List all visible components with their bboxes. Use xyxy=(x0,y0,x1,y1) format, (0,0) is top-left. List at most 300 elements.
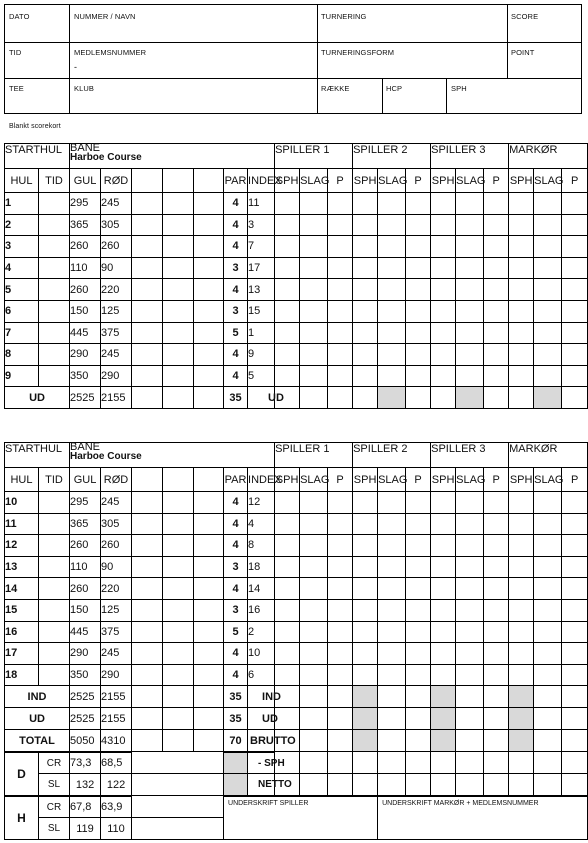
score-cell[interactable] xyxy=(353,535,378,557)
tid-cell[interactable] xyxy=(39,193,70,215)
score-cell[interactable] xyxy=(406,214,431,236)
tid-cell[interactable] xyxy=(39,365,70,387)
score-cell[interactable] xyxy=(562,730,588,752)
score-cell[interactable] xyxy=(406,193,431,215)
tid-cell[interactable] xyxy=(39,257,70,279)
score-cell[interactable] xyxy=(300,365,328,387)
score-cell[interactable] xyxy=(378,365,406,387)
score-cell[interactable] xyxy=(328,643,353,665)
score-cell[interactable] xyxy=(353,279,378,301)
score-cell[interactable] xyxy=(562,556,588,578)
score-cell[interactable] xyxy=(275,193,300,215)
score-cell[interactable] xyxy=(378,708,406,730)
score-cell[interactable] xyxy=(406,556,431,578)
score-cell[interactable] xyxy=(300,492,328,514)
score-cell[interactable] xyxy=(431,752,456,774)
score-cell[interactable] xyxy=(456,513,484,535)
score-cell[interactable] xyxy=(378,322,406,344)
score-cell[interactable] xyxy=(534,257,562,279)
score-cell[interactable] xyxy=(431,257,456,279)
score-cell[interactable] xyxy=(534,193,562,215)
score-cell[interactable] xyxy=(431,535,456,557)
score-cell[interactable] xyxy=(509,236,534,258)
score-cell[interactable] xyxy=(562,599,588,621)
score-cell[interactable] xyxy=(562,193,588,215)
field-turneringsform[interactable]: TURNERINGSFORM xyxy=(321,48,395,57)
score-cell[interactable] xyxy=(353,492,378,514)
score-cell[interactable] xyxy=(300,236,328,258)
score-cell[interactable] xyxy=(534,279,562,301)
score-cell[interactable] xyxy=(509,664,534,686)
score-cell[interactable] xyxy=(328,257,353,279)
tid-cell[interactable] xyxy=(39,621,70,643)
score-cell[interactable] xyxy=(534,535,562,557)
score-cell[interactable] xyxy=(562,686,588,708)
field-turnering[interactable]: TURNERING xyxy=(321,12,367,21)
score-cell[interactable] xyxy=(534,621,562,643)
score-cell[interactable] xyxy=(353,752,378,774)
score-cell[interactable] xyxy=(431,214,456,236)
score-cell[interactable] xyxy=(275,279,300,301)
score-cell[interactable] xyxy=(328,774,353,796)
score-cell[interactable] xyxy=(406,578,431,600)
score-cell[interactable] xyxy=(328,578,353,600)
field-hcp[interactable]: HCP xyxy=(386,84,403,93)
score-cell[interactable] xyxy=(509,279,534,301)
score-cell[interactable] xyxy=(406,300,431,322)
score-cell[interactable] xyxy=(562,643,588,665)
score-cell[interactable] xyxy=(484,556,509,578)
score-cell[interactable] xyxy=(300,214,328,236)
score-cell[interactable] xyxy=(562,279,588,301)
score-cell[interactable] xyxy=(456,708,484,730)
score-cell[interactable] xyxy=(406,344,431,366)
score-cell[interactable] xyxy=(406,686,431,708)
score-cell[interactable] xyxy=(456,492,484,514)
score-cell[interactable] xyxy=(328,556,353,578)
score-cell[interactable] xyxy=(562,708,588,730)
score-cell[interactable] xyxy=(328,621,353,643)
score-cell[interactable] xyxy=(456,643,484,665)
score-cell[interactable] xyxy=(562,774,588,796)
score-cell[interactable] xyxy=(534,556,562,578)
score-cell[interactable] xyxy=(534,664,562,686)
score-cell[interactable] xyxy=(534,730,562,752)
score-cell[interactable] xyxy=(484,578,509,600)
score-cell[interactable] xyxy=(484,621,509,643)
score-cell[interactable] xyxy=(484,492,509,514)
score-cell[interactable] xyxy=(431,344,456,366)
score-cell[interactable] xyxy=(378,535,406,557)
score-cell[interactable] xyxy=(353,322,378,344)
score-cell[interactable] xyxy=(509,513,534,535)
score-cell[interactable] xyxy=(534,599,562,621)
score-cell[interactable] xyxy=(275,708,300,730)
score-cell[interactable] xyxy=(353,257,378,279)
score-cell[interactable] xyxy=(456,279,484,301)
score-cell[interactable] xyxy=(456,621,484,643)
score-cell[interactable] xyxy=(534,513,562,535)
score-cell[interactable] xyxy=(378,686,406,708)
score-cell[interactable] xyxy=(562,621,588,643)
field-tee[interactable]: TEE xyxy=(9,84,24,93)
score-cell[interactable] xyxy=(300,730,328,752)
score-cell[interactable] xyxy=(300,752,328,774)
score-cell[interactable] xyxy=(431,236,456,258)
score-cell[interactable] xyxy=(431,774,456,796)
score-cell[interactable] xyxy=(328,664,353,686)
score-cell[interactable] xyxy=(300,664,328,686)
score-cell[interactable] xyxy=(353,300,378,322)
score-cell[interactable] xyxy=(378,214,406,236)
score-cell[interactable] xyxy=(353,513,378,535)
score-cell[interactable] xyxy=(534,322,562,344)
score-cell[interactable] xyxy=(300,686,328,708)
score-cell[interactable] xyxy=(353,344,378,366)
score-cell[interactable] xyxy=(456,322,484,344)
score-cell[interactable] xyxy=(406,774,431,796)
score-cell[interactable] xyxy=(509,344,534,366)
score-cell[interactable] xyxy=(562,387,588,409)
score-cell[interactable] xyxy=(534,492,562,514)
score-cell[interactable] xyxy=(275,578,300,600)
score-cell[interactable] xyxy=(484,730,509,752)
score-cell[interactable] xyxy=(378,643,406,665)
score-cell[interactable] xyxy=(456,752,484,774)
score-cell[interactable] xyxy=(456,664,484,686)
score-cell[interactable] xyxy=(353,621,378,643)
score-cell[interactable] xyxy=(484,193,509,215)
score-cell[interactable] xyxy=(534,774,562,796)
score-cell[interactable] xyxy=(456,344,484,366)
score-cell[interactable] xyxy=(378,599,406,621)
score-cell[interactable] xyxy=(406,513,431,535)
score-cell[interactable] xyxy=(456,300,484,322)
score-cell[interactable] xyxy=(562,535,588,557)
tid-cell[interactable] xyxy=(39,322,70,344)
score-cell[interactable] xyxy=(562,513,588,535)
score-cell[interactable] xyxy=(406,664,431,686)
score-cell[interactable] xyxy=(300,708,328,730)
score-cell[interactable] xyxy=(484,535,509,557)
tid-cell[interactable] xyxy=(39,513,70,535)
score-cell[interactable] xyxy=(378,513,406,535)
score-cell[interactable] xyxy=(456,193,484,215)
score-cell[interactable] xyxy=(431,492,456,514)
score-cell[interactable] xyxy=(406,752,431,774)
score-cell[interactable] xyxy=(328,344,353,366)
score-cell[interactable] xyxy=(456,556,484,578)
tid-cell[interactable] xyxy=(39,492,70,514)
score-cell[interactable] xyxy=(406,599,431,621)
score-cell[interactable] xyxy=(484,664,509,686)
score-cell[interactable] xyxy=(328,535,353,557)
score-cell[interactable] xyxy=(300,300,328,322)
field-raekke[interactable]: RÆKKE xyxy=(321,84,350,93)
score-cell[interactable] xyxy=(562,344,588,366)
score-cell[interactable] xyxy=(353,556,378,578)
field-score[interactable]: SCORE xyxy=(511,12,539,21)
score-cell[interactable] xyxy=(275,236,300,258)
score-cell[interactable] xyxy=(534,578,562,600)
score-cell[interactable] xyxy=(484,322,509,344)
score-cell[interactable] xyxy=(509,257,534,279)
score-cell[interactable] xyxy=(328,599,353,621)
score-cell[interactable] xyxy=(431,300,456,322)
score-cell[interactable] xyxy=(378,236,406,258)
score-cell[interactable] xyxy=(378,774,406,796)
score-cell[interactable] xyxy=(484,300,509,322)
score-cell[interactable] xyxy=(275,365,300,387)
score-cell[interactable] xyxy=(456,257,484,279)
field-nummer-navn[interactable]: NUMMER / NAVN xyxy=(74,12,136,21)
score-cell[interactable] xyxy=(406,621,431,643)
score-cell[interactable] xyxy=(484,214,509,236)
score-cell[interactable] xyxy=(509,643,534,665)
score-cell[interactable] xyxy=(431,621,456,643)
score-cell[interactable] xyxy=(534,643,562,665)
score-cell[interactable] xyxy=(534,686,562,708)
score-cell[interactable] xyxy=(562,365,588,387)
score-cell[interactable] xyxy=(534,236,562,258)
signature-spiller[interactable]: UNDERSKRIFT SPILLER xyxy=(224,796,378,840)
score-cell[interactable] xyxy=(353,664,378,686)
score-cell[interactable] xyxy=(431,279,456,301)
score-cell[interactable] xyxy=(378,257,406,279)
score-cell[interactable] xyxy=(328,365,353,387)
score-cell[interactable] xyxy=(534,708,562,730)
score-cell[interactable] xyxy=(300,621,328,643)
score-cell[interactable] xyxy=(509,300,534,322)
score-cell[interactable] xyxy=(456,535,484,557)
score-cell[interactable] xyxy=(378,193,406,215)
score-cell[interactable] xyxy=(300,774,328,796)
score-cell[interactable] xyxy=(509,193,534,215)
score-cell[interactable] xyxy=(300,279,328,301)
score-cell[interactable] xyxy=(484,257,509,279)
score-cell[interactable] xyxy=(275,300,300,322)
score-cell[interactable] xyxy=(275,322,300,344)
score-cell[interactable] xyxy=(431,513,456,535)
score-cell[interactable] xyxy=(509,599,534,621)
score-cell[interactable] xyxy=(484,774,509,796)
score-cell[interactable] xyxy=(406,730,431,752)
field-tid[interactable]: TID xyxy=(9,48,22,57)
score-cell[interactable] xyxy=(509,322,534,344)
score-cell[interactable] xyxy=(456,236,484,258)
score-cell[interactable] xyxy=(509,214,534,236)
score-cell[interactable] xyxy=(300,322,328,344)
score-cell[interactable] xyxy=(353,193,378,215)
score-cell[interactable] xyxy=(406,365,431,387)
score-cell[interactable] xyxy=(275,257,300,279)
score-cell[interactable] xyxy=(431,599,456,621)
tid-cell[interactable] xyxy=(39,664,70,686)
score-cell[interactable] xyxy=(406,387,431,409)
field-dato[interactable]: DATO xyxy=(9,12,30,21)
score-cell[interactable] xyxy=(328,387,353,409)
score-cell[interactable] xyxy=(509,535,534,557)
score-cell[interactable] xyxy=(300,513,328,535)
score-cell[interactable] xyxy=(406,236,431,258)
tid-cell[interactable] xyxy=(39,535,70,557)
score-cell[interactable] xyxy=(328,492,353,514)
field-medlemsnummer[interactable]: MEDLEMSNUMMER xyxy=(74,48,147,57)
score-cell[interactable] xyxy=(378,621,406,643)
score-cell[interactable] xyxy=(562,257,588,279)
score-cell[interactable] xyxy=(431,387,456,409)
score-cell[interactable] xyxy=(509,578,534,600)
field-sph[interactable]: SPH xyxy=(451,84,467,93)
score-cell[interactable] xyxy=(275,599,300,621)
score-cell[interactable] xyxy=(562,752,588,774)
score-cell[interactable] xyxy=(431,556,456,578)
score-cell[interactable] xyxy=(300,556,328,578)
score-cell[interactable] xyxy=(378,664,406,686)
score-cell[interactable] xyxy=(406,279,431,301)
score-cell[interactable] xyxy=(300,535,328,557)
tid-cell[interactable] xyxy=(39,214,70,236)
score-cell[interactable] xyxy=(328,752,353,774)
score-cell[interactable] xyxy=(562,322,588,344)
score-cell[interactable] xyxy=(534,365,562,387)
score-cell[interactable] xyxy=(534,214,562,236)
score-cell[interactable] xyxy=(353,214,378,236)
score-cell[interactable] xyxy=(353,387,378,409)
tid-cell[interactable] xyxy=(39,344,70,366)
score-cell[interactable] xyxy=(378,556,406,578)
score-cell[interactable] xyxy=(378,492,406,514)
score-cell[interactable] xyxy=(562,300,588,322)
score-cell[interactable] xyxy=(378,279,406,301)
score-cell[interactable] xyxy=(509,752,534,774)
score-cell[interactable] xyxy=(406,643,431,665)
score-cell[interactable] xyxy=(328,236,353,258)
score-cell[interactable] xyxy=(509,492,534,514)
score-cell[interactable] xyxy=(431,643,456,665)
signature-markor[interactable]: UNDERSKRIFT MARKØR + MEDLEMSNUMMER xyxy=(378,796,588,840)
score-cell[interactable] xyxy=(328,708,353,730)
score-cell[interactable] xyxy=(353,578,378,600)
score-cell[interactable] xyxy=(484,344,509,366)
tid-cell[interactable] xyxy=(39,556,70,578)
tid-cell[interactable] xyxy=(39,643,70,665)
score-cell[interactable] xyxy=(509,387,534,409)
score-cell[interactable] xyxy=(534,300,562,322)
score-cell[interactable] xyxy=(484,643,509,665)
score-cell[interactable] xyxy=(353,774,378,796)
score-cell[interactable] xyxy=(328,193,353,215)
score-cell[interactable] xyxy=(328,730,353,752)
score-cell[interactable] xyxy=(406,322,431,344)
score-cell[interactable] xyxy=(378,730,406,752)
score-cell[interactable] xyxy=(431,322,456,344)
score-cell[interactable] xyxy=(456,578,484,600)
score-cell[interactable] xyxy=(353,236,378,258)
score-cell[interactable] xyxy=(275,492,300,514)
tid-cell[interactable] xyxy=(39,599,70,621)
score-cell[interactable] xyxy=(456,214,484,236)
score-cell[interactable] xyxy=(275,556,300,578)
score-cell[interactable] xyxy=(275,535,300,557)
score-cell[interactable] xyxy=(562,214,588,236)
score-cell[interactable] xyxy=(300,578,328,600)
score-cell[interactable] xyxy=(300,257,328,279)
score-cell[interactable] xyxy=(431,578,456,600)
score-cell[interactable] xyxy=(275,344,300,366)
score-cell[interactable] xyxy=(484,279,509,301)
score-cell[interactable] xyxy=(378,344,406,366)
score-cell[interactable] xyxy=(509,556,534,578)
tid-cell[interactable] xyxy=(39,279,70,301)
score-cell[interactable] xyxy=(328,300,353,322)
score-cell[interactable] xyxy=(484,513,509,535)
score-cell[interactable] xyxy=(484,686,509,708)
score-cell[interactable] xyxy=(275,513,300,535)
score-cell[interactable] xyxy=(456,730,484,752)
score-cell[interactable] xyxy=(378,752,406,774)
score-cell[interactable] xyxy=(484,599,509,621)
score-cell[interactable] xyxy=(328,322,353,344)
score-cell[interactable] xyxy=(378,300,406,322)
score-cell[interactable] xyxy=(484,365,509,387)
score-cell[interactable] xyxy=(484,387,509,409)
score-cell[interactable] xyxy=(300,193,328,215)
score-cell[interactable] xyxy=(431,193,456,215)
score-cell[interactable] xyxy=(353,599,378,621)
score-cell[interactable] xyxy=(509,365,534,387)
score-cell[interactable] xyxy=(275,621,300,643)
score-cell[interactable] xyxy=(300,643,328,665)
tid-cell[interactable] xyxy=(39,578,70,600)
score-cell[interactable] xyxy=(328,513,353,535)
tid-cell[interactable] xyxy=(39,300,70,322)
score-cell[interactable] xyxy=(456,686,484,708)
score-cell[interactable] xyxy=(431,365,456,387)
score-cell[interactable] xyxy=(378,578,406,600)
score-cell[interactable] xyxy=(353,643,378,665)
score-cell[interactable] xyxy=(456,599,484,621)
score-cell[interactable] xyxy=(562,664,588,686)
score-cell[interactable] xyxy=(300,344,328,366)
score-cell[interactable] xyxy=(300,387,328,409)
score-cell[interactable] xyxy=(406,708,431,730)
score-cell[interactable] xyxy=(275,643,300,665)
score-cell[interactable] xyxy=(353,365,378,387)
score-cell[interactable] xyxy=(562,492,588,514)
score-cell[interactable] xyxy=(328,686,353,708)
score-cell[interactable] xyxy=(562,236,588,258)
score-cell[interactable] xyxy=(484,236,509,258)
score-cell[interactable] xyxy=(275,214,300,236)
field-klub[interactable]: KLUB xyxy=(74,84,94,93)
score-cell[interactable] xyxy=(406,257,431,279)
score-cell[interactable] xyxy=(300,599,328,621)
score-cell[interactable] xyxy=(509,621,534,643)
score-cell[interactable] xyxy=(509,774,534,796)
score-cell[interactable] xyxy=(275,664,300,686)
score-cell[interactable] xyxy=(406,535,431,557)
score-cell[interactable] xyxy=(328,279,353,301)
field-point[interactable]: POINT xyxy=(511,48,535,57)
score-cell[interactable] xyxy=(484,752,509,774)
score-cell[interactable] xyxy=(406,492,431,514)
score-cell[interactable] xyxy=(328,214,353,236)
score-cell[interactable] xyxy=(484,708,509,730)
score-cell[interactable] xyxy=(456,774,484,796)
score-cell[interactable] xyxy=(456,365,484,387)
score-cell[interactable] xyxy=(562,578,588,600)
